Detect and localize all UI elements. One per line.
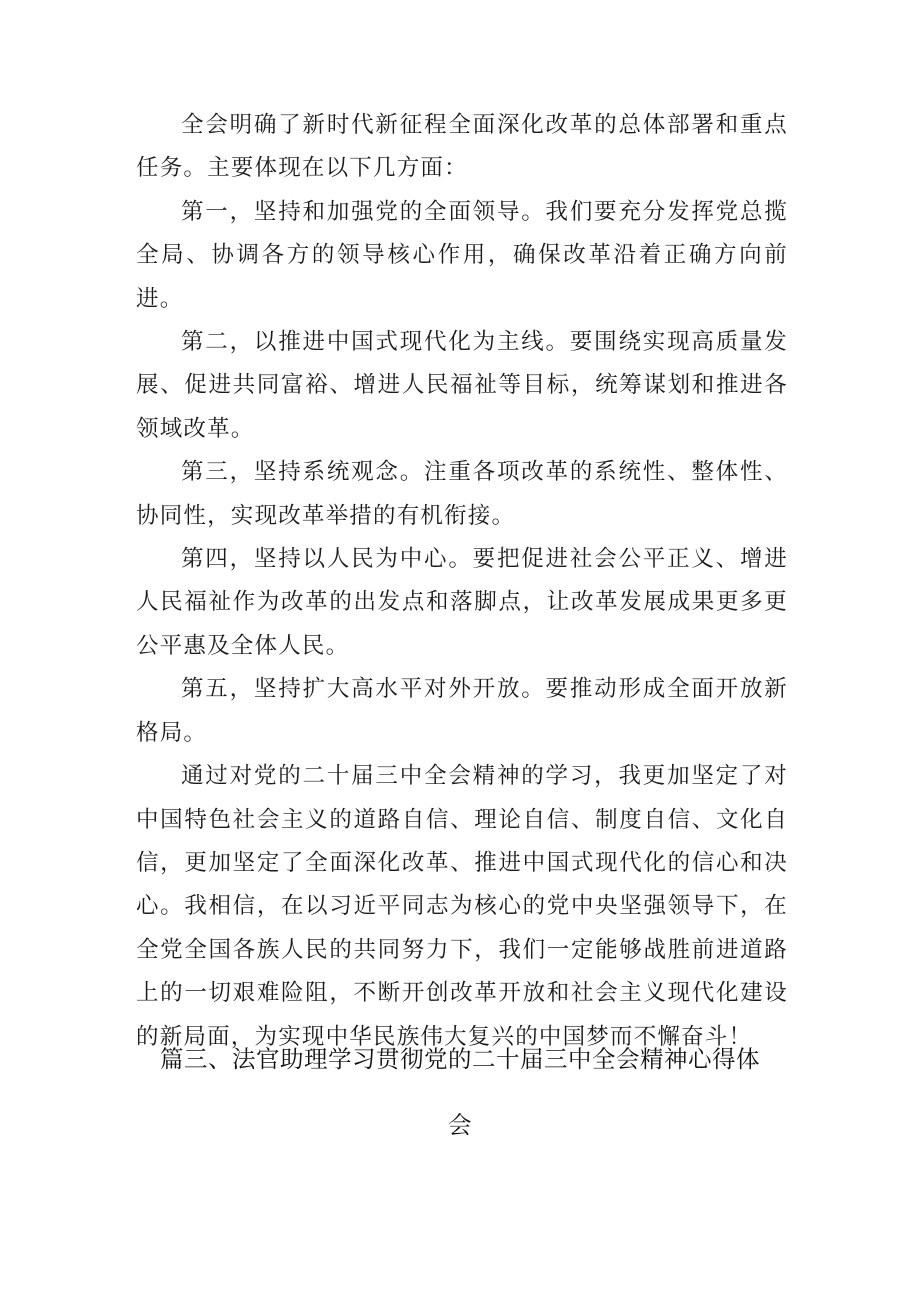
paragraph-point-4: 第四，坚持以人民为中心。要把促进社会公平正义、增进人民福祉作为改革的出发点和落脚点，让改革发展成果更多更公平惠及全体人民。 bbox=[136, 546, 788, 659]
paragraph-point-3: 第三，坚持系统观念。注重各项改革的系统性、整体性、协同性，实现改革举措的有机衔接。 bbox=[136, 459, 788, 529]
paragraph-point-2: 第二，以推进中国式现代化为主线。要围绕实现高质量发展、促进共同富裕、增进人民福祉等目标，统筹谋划和推进各领域改革。 bbox=[136, 329, 788, 442]
paragraph-point-1: 第一，坚持和加强党的全面领导。我们要充分发挥党总揽全局、协调各方的领导核心作用，确保改革沿着正确方向前进。 bbox=[136, 198, 788, 312]
section-heading: 篇三、法官助理学习贯彻党的二十届三中全会精神心得体会 bbox=[160, 1045, 760, 1139]
paragraph-conclusion: 通过对党的二十届三中全会精神的学习，我更加坚定了对中国特色社会主义的道路自信、理论自信、制度自信、文化自信，更加坚定了全面深化改革、推进中国式现代化的信心和决心。我相信，在以习近平同志为核心的党中央坚强领导下，在全党全国各族人民的共同努力下，我们一定能够战胜前进道路上的一切艰难险阻，不断开创改革开放和社会主义现代化建设的新局面，为实现中华民族伟大复兴的中国梦而不懈奋斗！ bbox=[136, 763, 788, 1050]
document-body bbox=[136, 104, 788, 1059]
paragraph-point-5: 第五，坚持扩大高水平对外开放。要推动形成全面开放新格局。 bbox=[136, 676, 788, 746]
paragraph-intro: 全会明确了新时代新征程全面深化改革的总体部署和重点任务。主要体现在以下几方面： bbox=[136, 112, 788, 182]
